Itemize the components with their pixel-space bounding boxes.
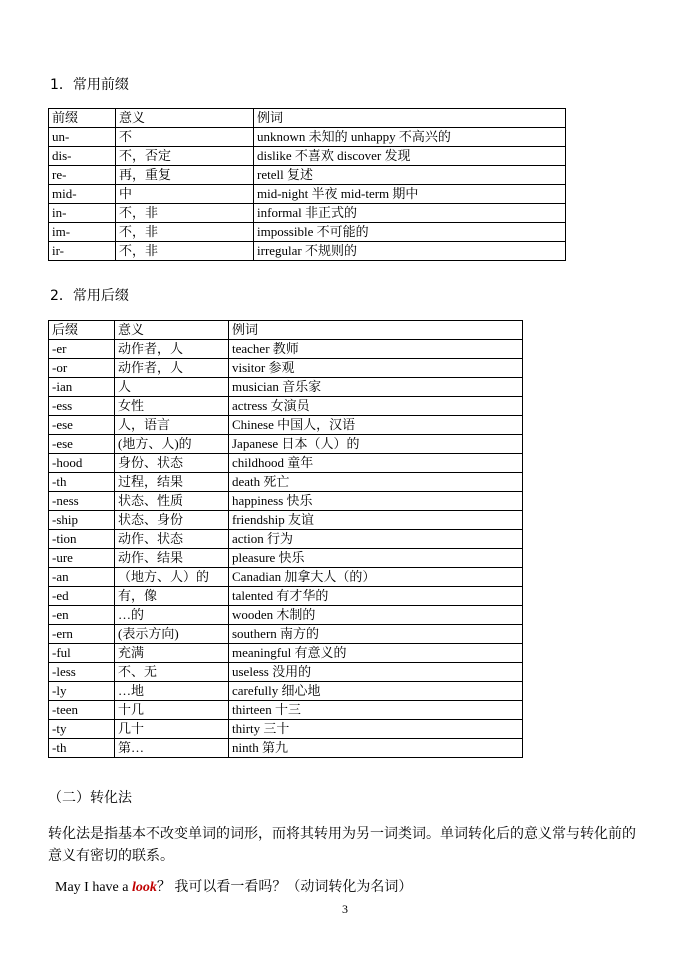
- table-cell: -ese: [49, 416, 115, 435]
- table-cell: impossible 不可能的: [254, 223, 566, 242]
- table-cell: southern 南方的: [229, 625, 523, 644]
- table-row: [49, 663, 523, 682]
- table-cell: carefully 细心地: [229, 682, 523, 701]
- table-cell: -ure: [49, 549, 115, 568]
- table-row: [49, 473, 523, 492]
- table-cell: unknown 未知的 unhappy 不高兴的: [254, 128, 566, 147]
- table-cell: pleasure 快乐: [229, 549, 523, 568]
- table-row: [49, 128, 566, 147]
- table-cell: -an: [49, 568, 115, 587]
- table-cell: teacher 教师: [229, 340, 523, 359]
- table-row: [49, 397, 523, 416]
- table-cell: 动作、结果: [115, 549, 229, 568]
- table-cell: Chinese 中国人，汉语: [229, 416, 523, 435]
- table-cell: ninth 第九: [229, 739, 523, 758]
- table-cell: -ty: [49, 720, 115, 739]
- table-cell: re-: [49, 166, 116, 185]
- table-cell: informal 非正式的: [254, 204, 566, 223]
- table-cell: -ed: [49, 587, 115, 606]
- table-header-row: [49, 109, 566, 128]
- table-row: [49, 359, 523, 378]
- table-cell: actress 女演员: [229, 397, 523, 416]
- table-cell: (表示方向): [115, 625, 229, 644]
- table-cell: -hood: [49, 454, 115, 473]
- table-cell: talented 有才华的: [229, 587, 523, 606]
- suffix-heading: 2．常用后缀: [50, 288, 129, 304]
- table-cell: musician 音乐家: [229, 378, 523, 397]
- table-cell: 动作者，人: [115, 340, 229, 359]
- table-cell: -ful: [49, 644, 115, 663]
- table-row: [49, 682, 523, 701]
- table-row: [49, 204, 566, 223]
- table-cell: 状态、身份: [115, 511, 229, 530]
- table-cell: action 行为: [229, 530, 523, 549]
- table-row: [49, 435, 523, 454]
- table-cell: 动作、状态: [115, 530, 229, 549]
- table-cell: -ian: [49, 378, 115, 397]
- table-cell: -ly: [49, 682, 115, 701]
- table-cell: 人: [115, 378, 229, 397]
- table-cell: 不，非: [116, 223, 254, 242]
- table-row: [49, 416, 523, 435]
- table-header-cell: 例词: [229, 321, 523, 340]
- table-header-cell: 后缀: [49, 321, 115, 340]
- table-cell: 身份、状态: [115, 454, 229, 473]
- table-cell: -ness: [49, 492, 115, 511]
- table-row: [49, 720, 523, 739]
- table-cell: dislike 不喜欢 discover 发现: [254, 147, 566, 166]
- table-cell: Japanese 日本（人）的: [229, 435, 523, 454]
- table-cell: 充满: [115, 644, 229, 663]
- table-cell: 状态、性质: [115, 492, 229, 511]
- prefix-table: [48, 108, 566, 261]
- table-row: [49, 568, 523, 587]
- table-cell: wooden 木制的: [229, 606, 523, 625]
- table-cell: Canadian 加拿大人（的）: [229, 568, 523, 587]
- table-cell: -en: [49, 606, 115, 625]
- table-row: [49, 340, 523, 359]
- table-cell: 不: [116, 128, 254, 147]
- table-cell: 不，否定: [116, 147, 254, 166]
- table-cell: -th: [49, 739, 115, 758]
- table-cell: irregular 不规则的: [254, 242, 566, 261]
- table-cell: happiness 快乐: [229, 492, 523, 511]
- table-cell: 不，非: [116, 242, 254, 261]
- section-paragraph: 转化法是指基本不改变单词的词形，而将其转用为另一词类词。单词转化后的意义常与转化前的意义有密切的联系。: [48, 826, 636, 864]
- table-row: [49, 492, 523, 511]
- table-cell: 中: [116, 185, 254, 204]
- table-cell: 几十: [115, 720, 229, 739]
- table-cell: dis-: [49, 147, 116, 166]
- table-cell: mid-night 半夜 mid-term 期中: [254, 185, 566, 204]
- table-header-row: [49, 321, 523, 340]
- table-row: [49, 606, 523, 625]
- table-cell: …地: [115, 682, 229, 701]
- table-row: [49, 701, 523, 720]
- table-cell: 过程，结果: [115, 473, 229, 492]
- table-cell: in-: [49, 204, 116, 223]
- table-cell: 人，语言: [115, 416, 229, 435]
- table-cell: im-: [49, 223, 116, 242]
- table-cell: -ern: [49, 625, 115, 644]
- table-cell: friendship 友谊: [229, 511, 523, 530]
- table-cell: 十几: [115, 701, 229, 720]
- table-cell: 不、无: [115, 663, 229, 682]
- section-heading: （二）转化法: [48, 790, 132, 806]
- table-header-cell: 意义: [116, 109, 254, 128]
- table-cell: 有，像: [115, 587, 229, 606]
- example-highlight-word: look: [131, 880, 157, 895]
- table-cell: 女性: [115, 397, 229, 416]
- table-cell: thirty 三十: [229, 720, 523, 739]
- suffix-table: [48, 320, 523, 758]
- table-cell: -teen: [49, 701, 115, 720]
- example-sentence: [55, 876, 412, 896]
- table-cell: -ship: [49, 511, 115, 530]
- table-cell: -or: [49, 359, 115, 378]
- table-header-cell: 意义: [115, 321, 229, 340]
- table-cell: -ess: [49, 397, 115, 416]
- table-row: [49, 530, 523, 549]
- table-cell: 再，重复: [116, 166, 254, 185]
- table-row: [49, 511, 523, 530]
- table-cell: useless 没用的: [229, 663, 523, 682]
- table-cell: …的: [115, 606, 229, 625]
- example-after: ？ 我可以看一看吗？（动词转化为名词）: [156, 880, 413, 895]
- table-row: [49, 644, 523, 663]
- table-row: [49, 625, 523, 644]
- table-cell: 动作者，人: [115, 359, 229, 378]
- table-row: [49, 587, 523, 606]
- table-row: [49, 739, 523, 758]
- table-row: [49, 378, 523, 397]
- table-cell: -er: [49, 340, 115, 359]
- prefix-heading: 1．常用前缀: [50, 77, 129, 93]
- table-cell: visitor 参观: [229, 359, 523, 378]
- table-cell: ir-: [49, 242, 116, 261]
- table-cell: （地方、人）的: [115, 568, 229, 587]
- table-cell: 不，非: [116, 204, 254, 223]
- table-row: [49, 166, 566, 185]
- table-cell: thirteen 十三: [229, 701, 523, 720]
- table-cell: -tion: [49, 530, 115, 549]
- table-header-cell: 前缀: [49, 109, 116, 128]
- table-cell: meaningful 有意义的: [229, 644, 523, 663]
- table-cell: childhood 童年: [229, 454, 523, 473]
- table-row: [49, 242, 566, 261]
- table-cell: -th: [49, 473, 115, 492]
- table-cell: retell 复述: [254, 166, 566, 185]
- table-cell: 第…: [115, 739, 229, 758]
- page-number: 3: [342, 902, 348, 916]
- table-row: [49, 185, 566, 204]
- table-cell: mid-: [49, 185, 116, 204]
- example-before: May I have a: [55, 880, 132, 895]
- table-cell: -ese: [49, 435, 115, 454]
- table-row: [49, 223, 566, 242]
- table-row: [49, 147, 566, 166]
- table-row: [49, 549, 523, 568]
- table-header-cell: 例词: [254, 109, 566, 128]
- table-cell: un-: [49, 128, 116, 147]
- table-cell: -less: [49, 663, 115, 682]
- table-cell: death 死亡: [229, 473, 523, 492]
- table-cell: (地方、人)的: [115, 435, 229, 454]
- table-row: [49, 454, 523, 473]
